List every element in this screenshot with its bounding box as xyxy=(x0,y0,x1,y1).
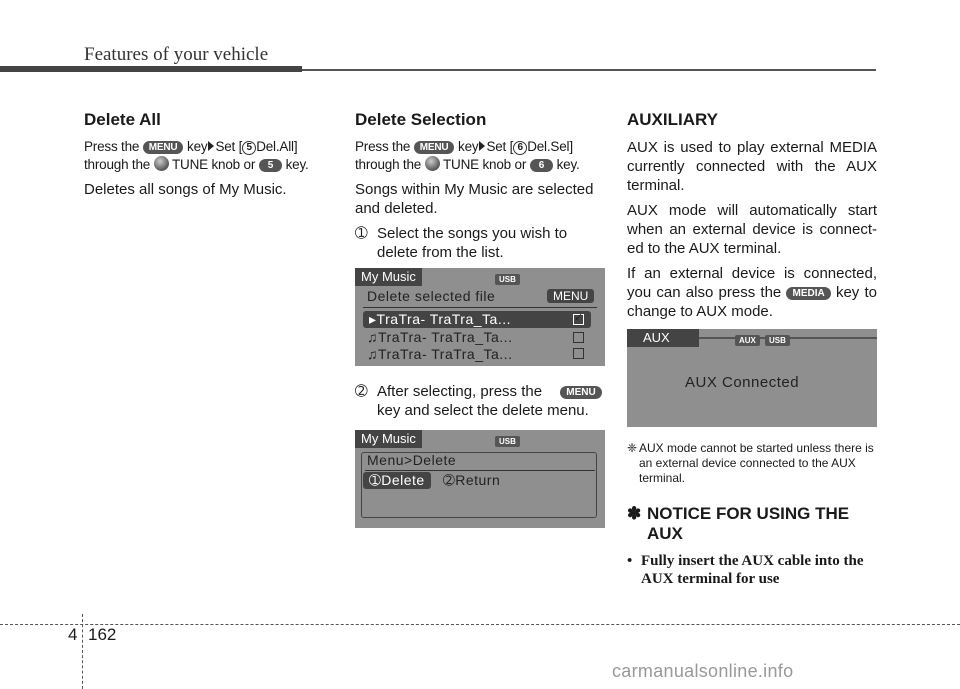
menu-key-icon: MENU xyxy=(143,141,184,154)
checkbox[interactable] xyxy=(573,332,584,343)
delete-option[interactable]: ➀Delete xyxy=(363,472,431,489)
usb-tag: USB xyxy=(495,436,520,447)
delete-all-heading: Delete All xyxy=(84,110,161,129)
aux-screen xyxy=(627,329,877,427)
screen-menu-tag: MENU xyxy=(547,289,594,303)
screen-title: AUX xyxy=(627,329,699,347)
bullet-marker: • xyxy=(627,553,633,569)
screen-title: My Music xyxy=(355,268,422,286)
screen-header-row: Delete selected file xyxy=(367,288,496,304)
usb-tag: USB xyxy=(765,335,790,346)
usb-tag: USB xyxy=(495,274,520,285)
music-note-icon: ♫ xyxy=(367,329,378,345)
checkbox[interactable] xyxy=(573,348,584,359)
note-marker: ❈ xyxy=(627,441,638,455)
return-option[interactable]: ➁Return xyxy=(443,472,501,488)
auxiliary-heading: AUXILIARY xyxy=(627,110,718,129)
aux-note: ❈ AUX mode cannot be started unless there is an external device connected to the AUX terminal. xyxy=(627,441,874,485)
menu-key-icon: MENU xyxy=(560,386,601,399)
list-item[interactable]: ♫TraTra- TraTra_Ta... xyxy=(367,329,513,345)
page-number: 162 xyxy=(88,625,117,644)
auxiliary-section xyxy=(627,110,877,588)
checkbox-checked[interactable] xyxy=(573,314,584,325)
arrow-right-icon xyxy=(479,141,485,151)
aux-paragraph-1: AUX is used to play external MEDIA currently connected with the AUX terminal. xyxy=(627,139,877,194)
my-music-delete-screen xyxy=(355,268,605,366)
delete-selection-heading: Delete Selection xyxy=(355,110,487,129)
media-key-icon: MEDIA xyxy=(786,287,830,300)
tune-knob-icon xyxy=(425,156,440,171)
notice-marker: ✽ xyxy=(627,504,642,523)
menu-key-icon: MENU xyxy=(414,141,455,154)
aux-tag: AUX xyxy=(735,335,760,346)
list-item[interactable]: ▸TraTra- TraTra_Ta... xyxy=(363,311,591,328)
notice-title: ✽ NOTICE FOR USING THE AUX xyxy=(627,504,850,543)
delete-all-instructions: Press the MENU key Set [ 5 Del.All] through the TUNE knob or 5 key. xyxy=(84,139,309,172)
delete-selection-description: Songs within My Music are selected and deleted. xyxy=(355,181,594,217)
aux-status: AUX Connected xyxy=(685,374,800,391)
watermark: carmanualsonline.info xyxy=(612,661,794,681)
step-1-marker: ➀ xyxy=(355,225,368,242)
screen-header-row: Menu>Delete xyxy=(367,452,457,468)
key-5-icon: 5 xyxy=(259,159,282,172)
arrow-right-icon xyxy=(208,141,214,151)
footer-rule xyxy=(0,624,960,625)
play-arrow-icon: ▸ xyxy=(369,311,377,327)
list-item[interactable]: ♫TraTra- TraTra_Ta... xyxy=(367,346,513,362)
number-6-icon: 6 xyxy=(513,141,527,155)
step-1: ➀ Select the songs you wish to delete from the list. xyxy=(355,225,568,261)
header-bar xyxy=(0,66,302,72)
screen-title: My Music xyxy=(355,430,422,448)
step-2-marker: ➁ xyxy=(355,383,368,400)
step-2: ➁ After selecting, press the MENU key and select the delete menu. xyxy=(355,382,605,420)
page-header-title: Features of your vehicle xyxy=(84,44,269,65)
music-note-icon: ♫ xyxy=(367,346,378,362)
key-6-icon: 6 xyxy=(530,159,553,172)
number-5-icon: 5 xyxy=(242,141,256,155)
aux-paragraph-2: AUX mode will automatically start when an external device is connect-ed to the AUX terminal. xyxy=(627,202,877,257)
delete-selection-instructions: Press the MENU key Set [ 6 Del.Sel] through the TUNE knob or 6 key. xyxy=(355,139,580,172)
tune-knob-icon xyxy=(154,156,169,171)
notice-bullet: • Fully insert the AUX cable into the AUX terminal for use xyxy=(627,553,864,587)
delete-all-description: Deletes all songs of My Music. xyxy=(84,181,287,198)
my-music-menu-delete-screen xyxy=(355,430,605,528)
delete-selection-section xyxy=(355,110,605,528)
aux-paragraph-3: If an external device is connected, you can also press the MEDIA key to change to AUX mode. xyxy=(627,265,877,320)
footer-divider xyxy=(82,614,83,689)
delete-all-section xyxy=(84,110,334,205)
chapter-number: 4 xyxy=(68,625,78,644)
header-rule xyxy=(302,69,876,71)
